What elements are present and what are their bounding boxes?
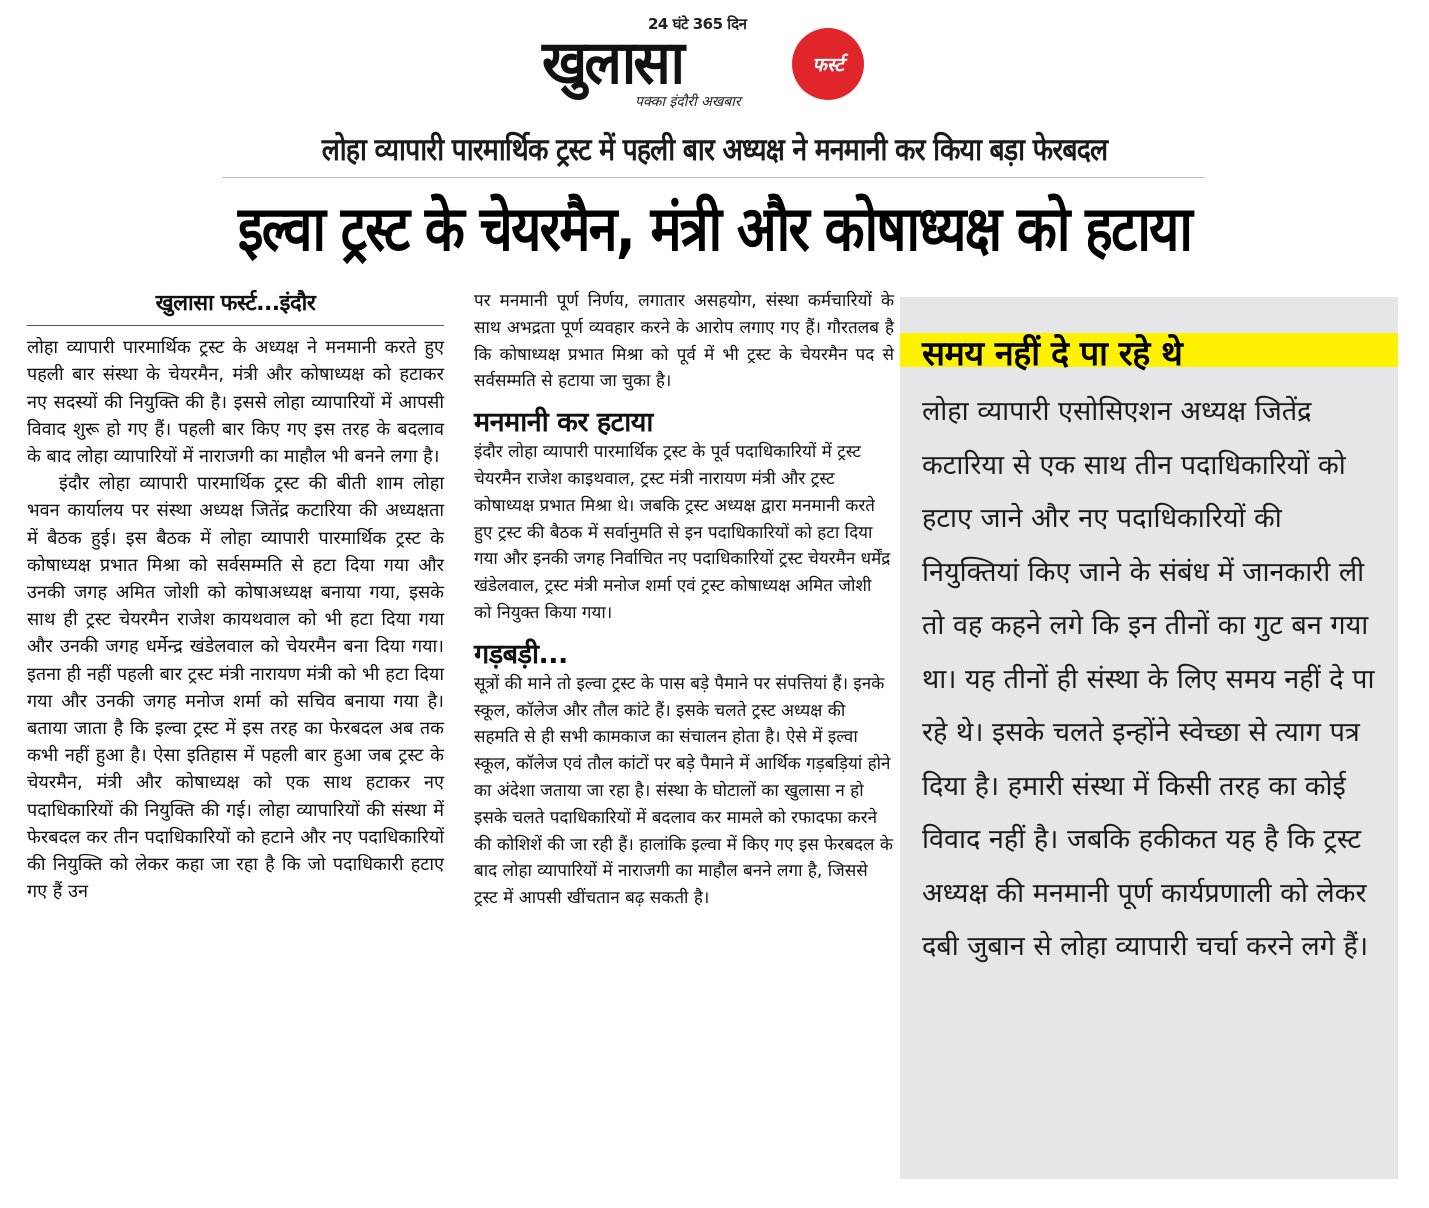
dateline: खुलासा फर्स्ट...इंदौर	[27, 290, 444, 326]
sidebar-box	[900, 297, 1398, 1179]
sidebar-title: समय नहीं दे पा रहे थे	[922, 334, 1183, 374]
article-kicker: लोहा व्यापारी पारमार्थिक ट्रस्ट में पहली बार अध्यक्ष ने मनमानी कर किया बड़ा फेरबदल	[321, 132, 1108, 168]
sidebar-body: लोहा व्यापारी एसोसिएशन अध्यक्ष जितेंद्र कटारिया से एक साथ तीन पदाधिकारियों को हटाए जाने और नए पदाधिकारियों की नियुक्तियां किए जाने के संबंध में जानकारी ली तो वह कहने लगे कि इन तीनों का गुट बन गया था। यह तीनों ही संस्था के लिए समय नहीं दे पा रहे थे। इसके चलते इन्होंने स्वेच्छा से त्याग पत्र दिया है। हमारी संस्था में किसी तरह का कोई विवाद नहीं है। जबकि हकीकत यह है कि ट्रस्ट अध्यक्ष की मनमानी पूर्ण कार्यप्रणाली को लेकर दबी जुबान से लोहा व्यापारी चर्चा करने लगे हैं।	[922, 396, 1375, 962]
body-paragraph: पर मनमानी पूर्ण निर्णय, लगातार असहयोग, संस्था कर्मचारियों के साथ अभद्रता पूर्ण व्यवहार करने के आरोप लगाए गए हैं। गौरतलब है कि कोषाध्यक्ष प्रभात मिश्रा को पूर्व में भी ट्रस्ट के चेयरमैन पद से सर्वसम्मति से हटाया जा चुका है।	[474, 291, 894, 392]
body-paragraph: इंदौर लोहा व्यापारी पारमार्थिक ट्रस्ट की बीती शाम लोहा भवन कार्यालय पर संस्था अध्यक्ष जितेंद्र कटारिया की अध्यक्षता में बैठक हुई। इस बैठक में लोहा व्यापारी पारमार्थिक ट्रस्ट के कोषाध्यक्ष प्रभात मिश्रा को सर्वसम्मति से हटा दिया गया और उनकी जगह अमित जोशी को कोषाअध्यक्ष बनाया गया, इसके साथ ही ट्रस्ट चेयरमैन राजेश कायथवाल को भी हटा दिया गया और उनकी जगह धर्मेन्द्र खंडेलवाल को चेयरमैन बना दिया गया। इतना ही नहीं पहली बार ट्रस्ट मंत्री नारायण मंत्री को भी हटा दिया गया और उनकी जगह मनोज शर्मा को सचिव बनाया गया है। बताया जाता है कि इल्वा ट्रस्ट में इस तरह का फेरबदल अब तक कभी नहीं हुआ है। ऐसा इतिहास में पहली बार हुआ जब ट्रस्ट के चेयरमैन, मंत्री और कोषाध्यक्ष को एक साथ हटाकर नए पदाधिकारियों की नियुक्ति की गई। लोहा व्यापारियों की संस्था में फेरबदल कर तीन पदाधिकारियों को हटाने और नए पदाधिकारियों की नियुक्ति को लेकर कहा जा रहा है कि जो पदाधिकारी हटाए गए हैं उन	[27, 473, 444, 903]
logo-badge-text: फर्स्ट	[812, 54, 844, 76]
article-column-1	[27, 290, 444, 905]
logo-badge	[792, 28, 864, 100]
masthead-tagline-bottom: पक्का इंदौरी अखबार	[635, 94, 741, 110]
article-column-2	[474, 288, 894, 912]
body-paragraph: लोहा व्यापारी पारमार्थिक ट्रस्ट के अध्यक्ष ने मनमानी करते हुए पहली बार संस्था के चेयरमैन, मंत्री और कोषाध्यक्ष को हटाकर नए सदस्यों की नियुक्ति की है। इससे लोहा व्यापारियों में आपसी विवाद शुरू हो गए हैं। पहली बार किए गए इस तरह के बदलाव के बाद लोहा व्यापारियों में नाराजगी का माहौल भी बनने लगा है।	[27, 337, 444, 468]
masthead-logo	[540, 14, 870, 114]
subheading: मनमानी कर हटाया	[474, 407, 653, 439]
body-paragraph: इंदौर लोहा व्यापारी पारमार्थिक ट्रस्ट के पूर्व पदाधिकारियों में ट्रस्ट चेयरमैन राजेश काइथवाल, ट्रस्ट मंत्री नारायण मंत्री और ट्रस्ट कोषाध्यक्ष प्रभात मिश्रा थे। जबकि ट्रस्ट अध्यक्ष द्वारा मनमानी करते हुए ट्रस्ट की बैठक में सर्वानुमति से इन पदाधिकारियों को हटा दिया गया और इनकी जगह निर्वाचित नए पदाधिकारियों ट्रस्ट चेयरमैन धर्मेंद्र खंडेलवाल, ट्रस्ट मंत्री मनोज शर्मा एवं ट्रस्ट कोषाध्यक्ष अमित जोशी को नियुक्त किया गया।	[474, 442, 891, 623]
article-headline: इल्वा ट्रस्ट के चेयरमैन, मंत्री और कोषाध्यक्ष को हटाया	[237, 192, 1192, 265]
subheading: गड़बड़ी...	[474, 638, 568, 670]
sidebar-title-highlight	[900, 333, 1398, 374]
kicker-divider	[222, 177, 1205, 178]
masthead-tagline-top: 24 घंटे 365 दिन	[648, 15, 747, 33]
logo-wordmark: खुलासा	[542, 28, 683, 98]
body-paragraph: सूत्रों की माने तो इल्वा ट्रस्ट के पास बड़े पैमाने पर संपत्तियां हैं। इनके स्कूल, कॉलेज और तौल कांटे हैं। इसके चलते ट्रस्ट अध्यक्ष की सहमति से ही सभी कामकाज का संचालन होता है। ऐसे में इल्वा स्कूल, कॉलेज एवं तौल कांटों पर बड़े पैमाने में आर्थिक गड़बड़ियां होने का अंदेशा जताया जा रहा है। संस्था के घोटालों का खुलासा न हो इसके चलते पदाधिकारियों में बदलाव कर मामले को रफादफा करने की कोशिशें की जा रही हैं। हालांकि इल्वा में किए गए इस फेरबदल के बाद लोहा व्यापारियों में नाराजगी का माहौल बनने लगा है, जिससे ट्रस्ट में आपसी खींचतान बढ़ सकती है।	[474, 673, 893, 909]
